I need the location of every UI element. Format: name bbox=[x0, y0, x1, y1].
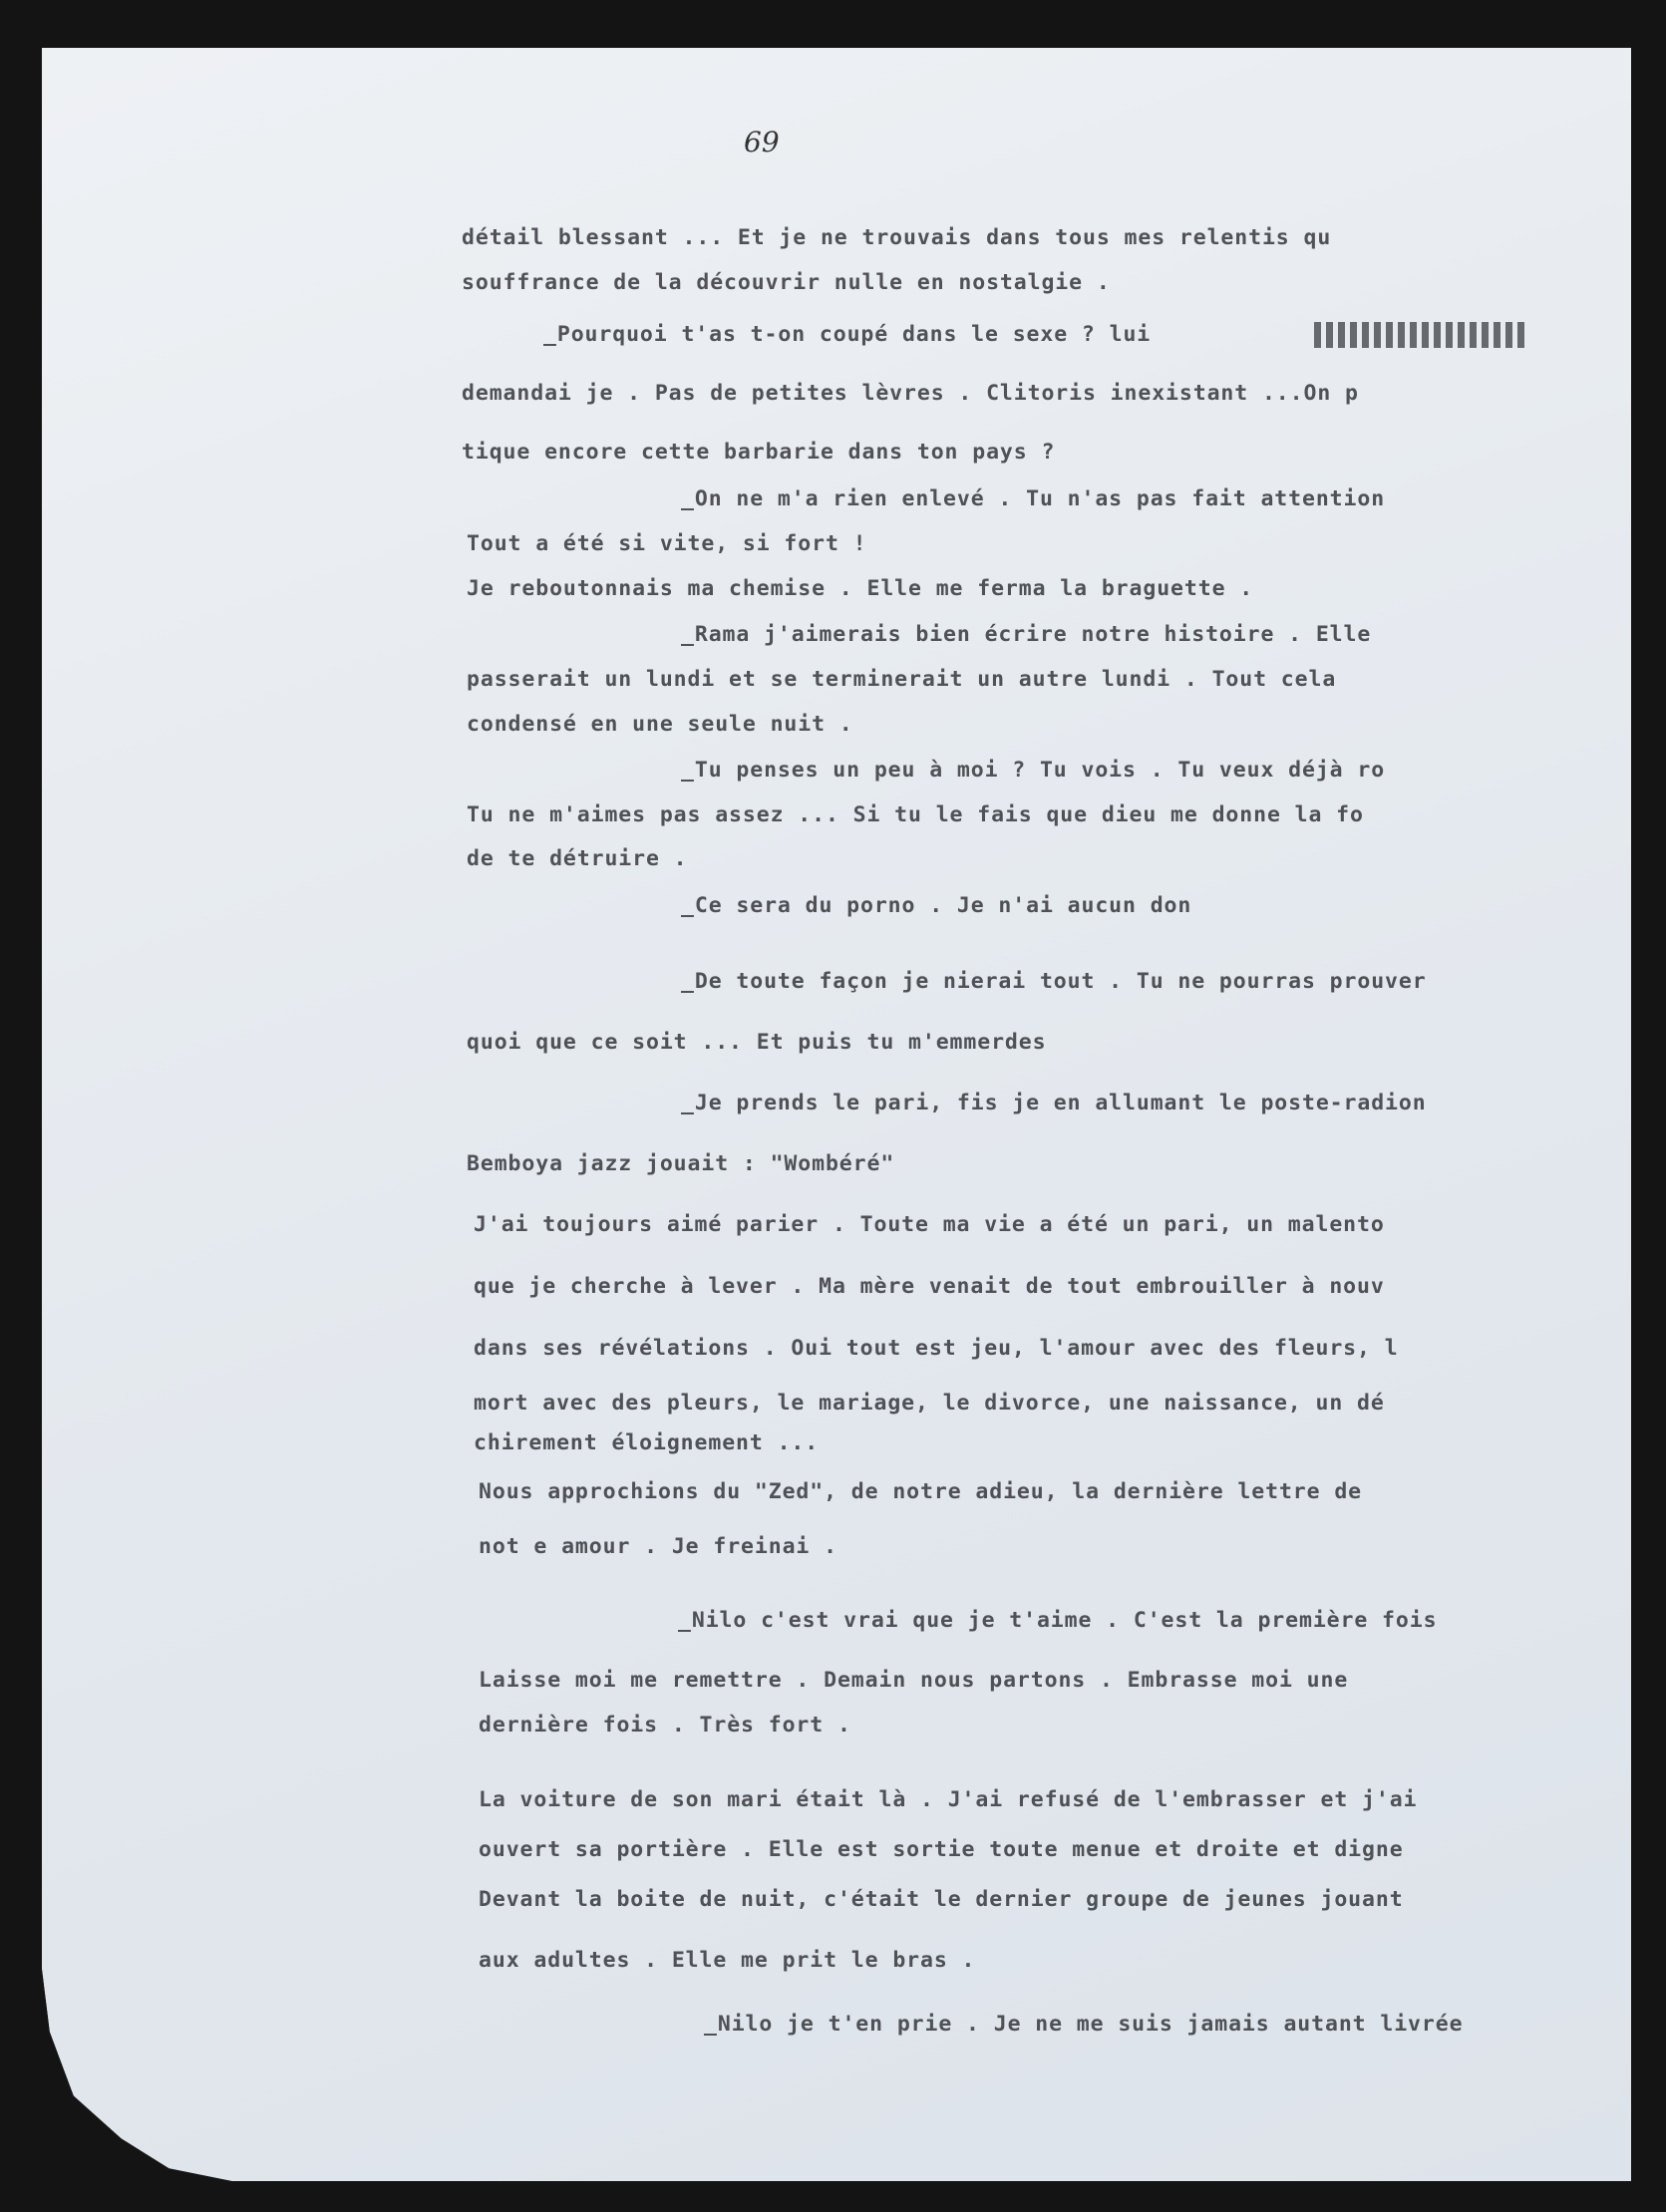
text-line: que je cherche à lever . Ma mère venait de tout embrouiller à nouv bbox=[474, 1274, 1385, 1299]
text-line: dernière fois . Très fort . bbox=[479, 1713, 851, 1738]
text-line: Devant la boite de nuit, c'était le dernier groupe de jeunes jouant bbox=[479, 1887, 1404, 1912]
text-line: _On ne m'a rien enlevé . Tu n'as pas fait attention bbox=[681, 486, 1386, 511]
text-line: aux adultes . Elle me prit le bras . bbox=[479, 1948, 976, 1973]
text-line: souffrance de la découvrir nulle en nostalgie . bbox=[462, 270, 1111, 295]
text-line: dans ses révélations . Oui tout est jeu, l'amour avec des fleurs, l bbox=[474, 1336, 1399, 1361]
text-line: demandai je . Pas de petites lèvres . Clitoris inexistant ...On p bbox=[462, 381, 1359, 406]
text-line: _Nilo je t'en prie . Je ne me suis jamais autant livrée bbox=[704, 2012, 1464, 2037]
text-line: not e amour . Je freinai . bbox=[479, 1534, 837, 1559]
text-line: _Pourquoi t'as t-on coupé dans le sexe ? lui bbox=[543, 322, 1152, 347]
text-line: Tout a été si vite, si fort ! bbox=[467, 531, 867, 556]
text-line: détail blessant ... Et je ne trouvais dans tous mes relentis qu bbox=[462, 225, 1332, 250]
text-line: condensé en une seule nuit . bbox=[467, 712, 853, 737]
page-number: 69 bbox=[744, 126, 780, 158]
struck-out-word bbox=[1314, 322, 1525, 348]
text-line: ouvert sa portière . Elle est sortie toute menue et droite et digne bbox=[479, 1837, 1404, 1862]
text-line: quoi que ce soit ... Et puis tu m'emmerdes bbox=[467, 1030, 1047, 1055]
text-line: _Rama j'aimerais bien écrire notre histoire . Elle bbox=[681, 622, 1372, 647]
text-line: _Ce sera du porno . Je n'ai aucun don bbox=[681, 893, 1192, 918]
text-line: Je reboutonnais ma chemise . Elle me ferma la braguette . bbox=[467, 576, 1254, 601]
text-line: J'ai toujours aimé parier . Toute ma vie a été un pari, un malento bbox=[474, 1212, 1385, 1237]
text-line: Bemboya jazz jouait : "Wombéré" bbox=[467, 1151, 895, 1176]
text-line: de te détruire . bbox=[467, 846, 688, 871]
text-line: mort avec des pleurs, le mariage, le divorce, une naissance, un dé bbox=[474, 1391, 1385, 1416]
text-line: Nous approchions du "Zed", de notre adieu, la dernière lettre de bbox=[479, 1479, 1363, 1504]
text-line: _De toute façon je nierai tout . Tu ne pourras prouver bbox=[681, 969, 1427, 994]
text-line: _Je prends le pari, fis je en allumant le poste-radion bbox=[681, 1091, 1427, 1115]
text-line: Tu ne m'aimes pas assez ... Si tu le fais que dieu me donne la fo bbox=[467, 802, 1364, 827]
text-line: _Tu penses un peu à moi ? Tu vois . Tu veux déjà ro bbox=[681, 758, 1386, 783]
text-line: passerait un lundi et se terminerait un autre lundi . Tout cela bbox=[467, 667, 1337, 692]
text-line: La voiture de son mari était là . J'ai refusé de l'embrasser et j'ai bbox=[479, 1787, 1418, 1812]
text-line: Laisse moi me remettre . Demain nous partons . Embrasse moi une bbox=[479, 1668, 1349, 1693]
text-line: chirement éloignement ... bbox=[474, 1430, 820, 1455]
text-line: _Nilo c'est vrai que je t'aime . C'est la première fois bbox=[678, 1608, 1438, 1633]
text-line: tique encore cette barbarie dans ton pays ? bbox=[462, 440, 1056, 465]
